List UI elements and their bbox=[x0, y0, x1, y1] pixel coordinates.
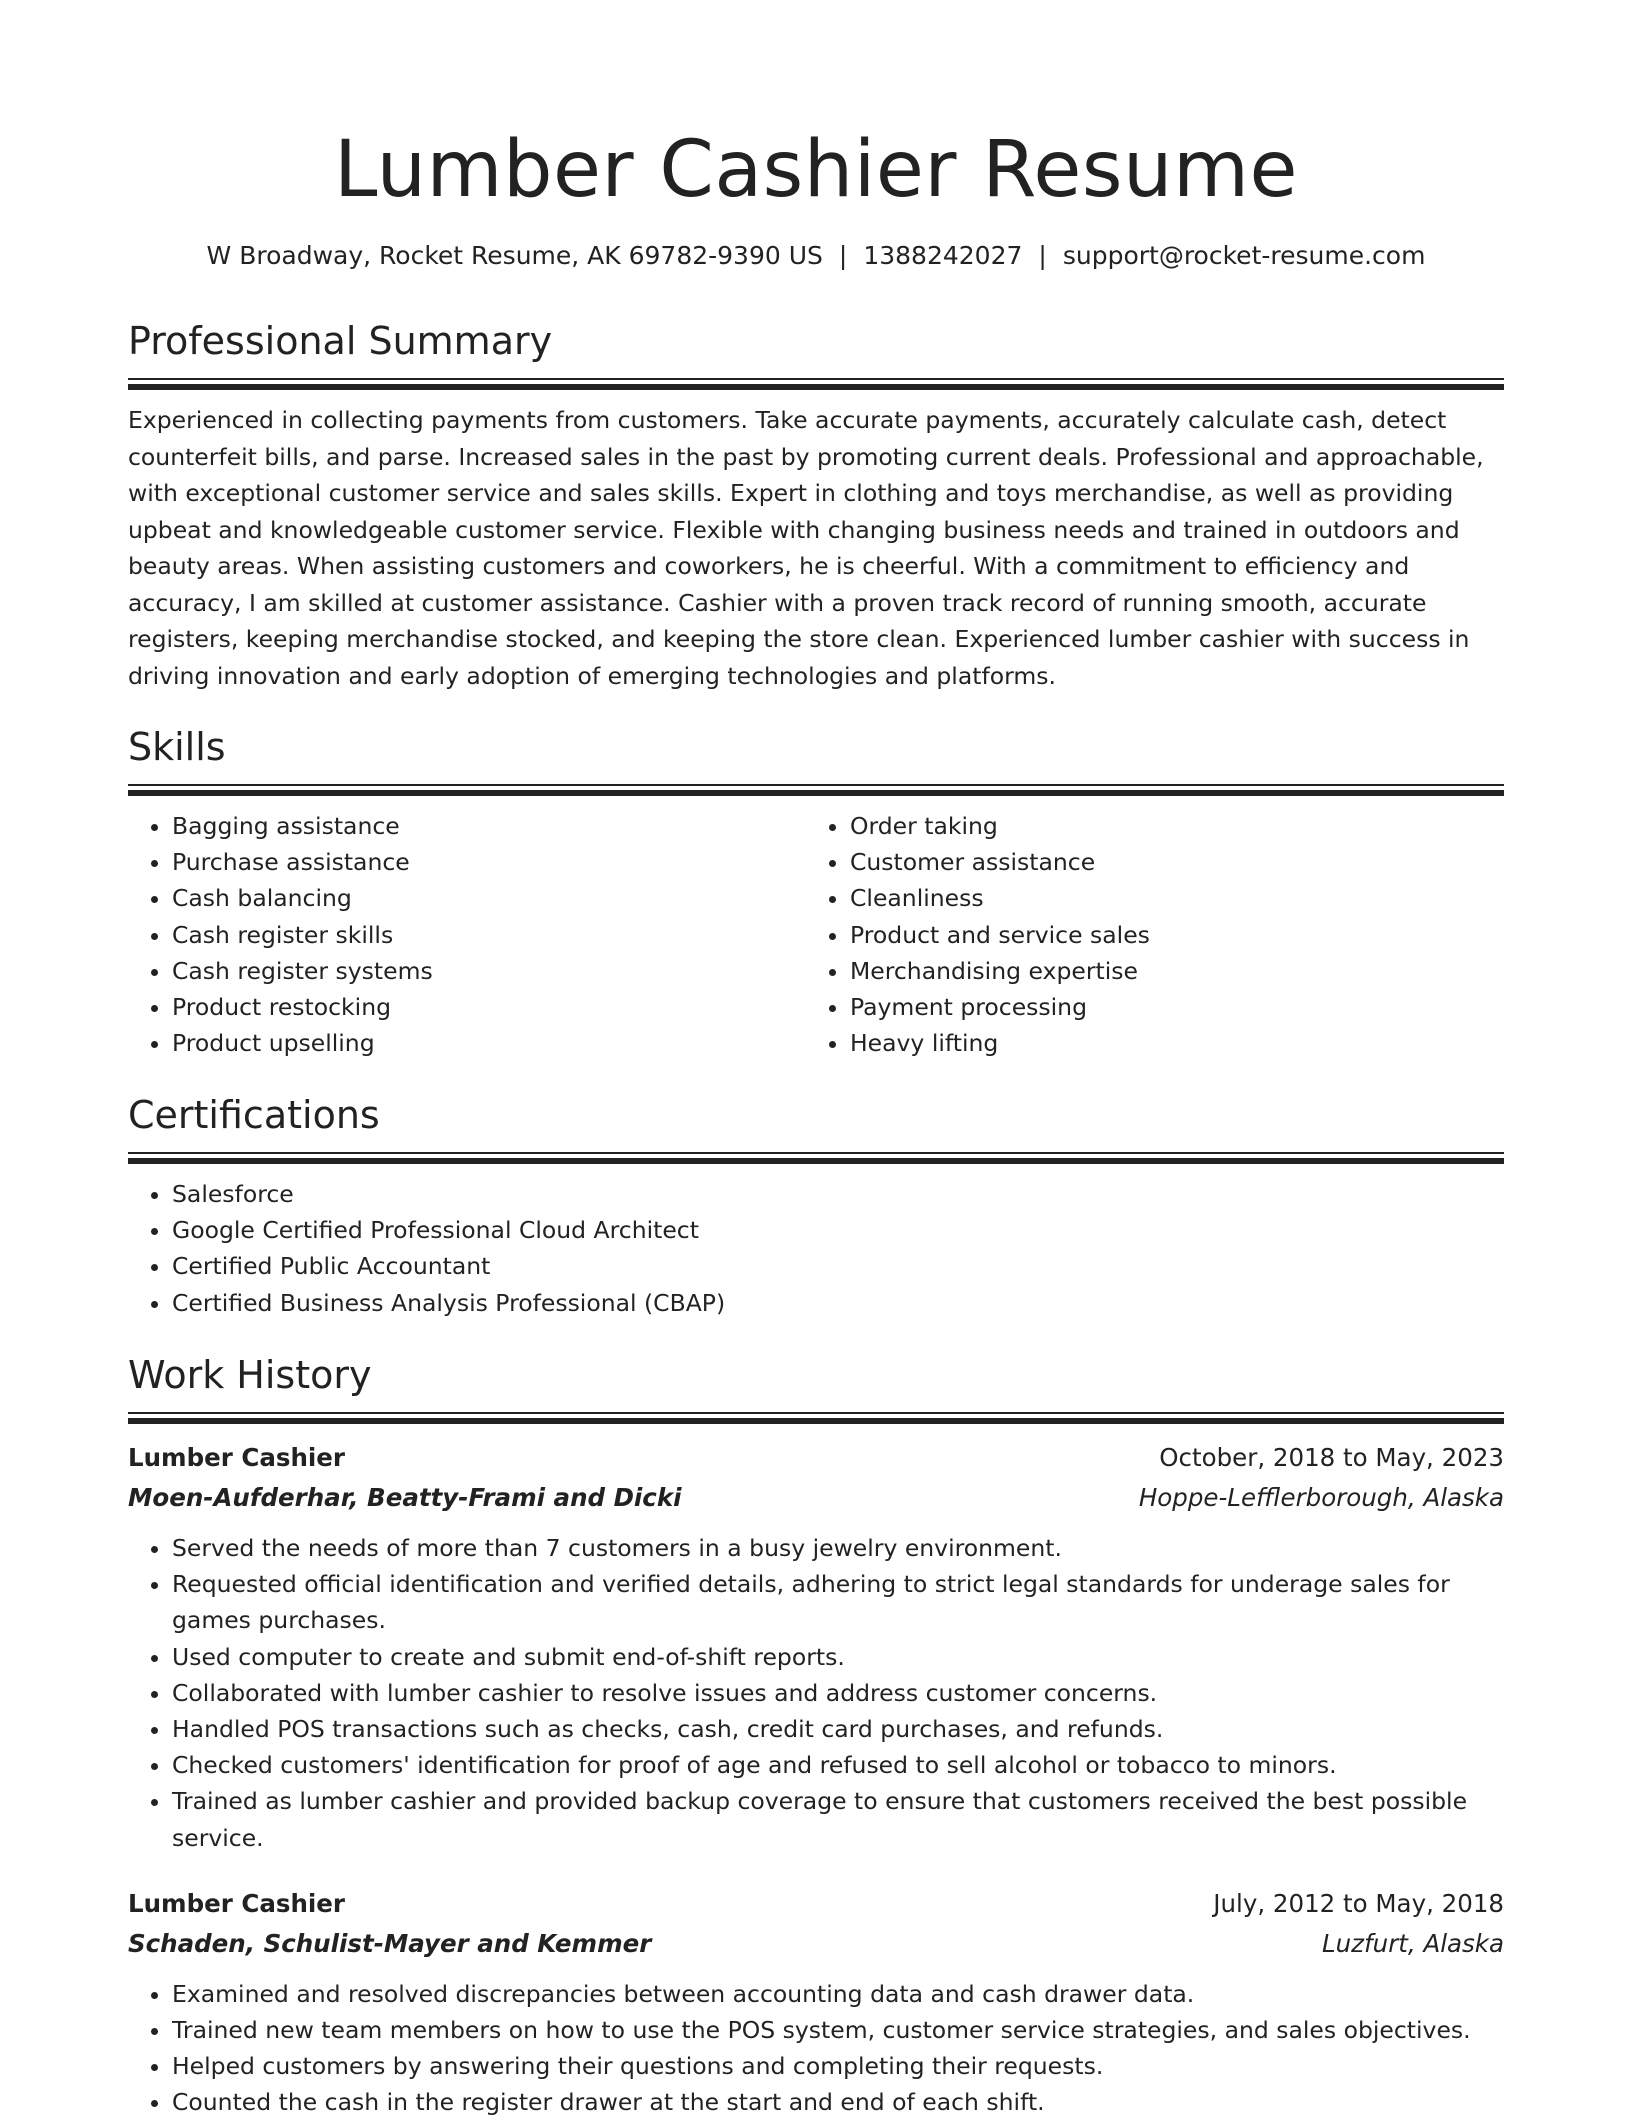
skill-item: • Merchandising expertise bbox=[850, 953, 1484, 989]
summary-section bbox=[128, 316, 1504, 694]
job-bullet: • Requested official identification and verified details, adhering to strict legal standards for underage sales for games purchases. bbox=[172, 1566, 1504, 1638]
skill-item: • Purchase assistance bbox=[172, 844, 806, 880]
job-bullet: • Checked customers' identification for proof of age and refused to sell alcohol or tobacco to minors. bbox=[172, 1747, 1504, 1783]
job-header bbox=[128, 1884, 1504, 1924]
job-bullet: • Helped customers by answering their questions and completing their requests. bbox=[172, 2048, 1504, 2084]
contact-separator: | bbox=[838, 241, 848, 270]
summary-text: Experienced in collecting payments from customers. Take accurate payments, accurately calculate cash, detect counterfeit bills, and parse. Increased sales in the past by promoting current deals. Professional and approachable, with exceptional customer service and sales skills. Expert in clothing and toys merchandise, as well as providing upbeat and knowledgeable customer service. Flexible with changing business needs and trained in outdoors and beauty areas. When assisting customers and coworkers, he is cheerful. With a commitment to efficiency and accuracy, I am skilled at customer assistance. Cashier with a proven track record of running smooth, accurate registers, keeping merchandise stocked, and keeping the store clean. Experienced lumber cashier with success in driving innovation and early adoption of emerging technologies and platforms. bbox=[128, 406, 1484, 690]
skill-item: • Product restocking bbox=[172, 989, 806, 1025]
skills-section bbox=[128, 722, 1504, 1061]
skill-item: • Payment processing bbox=[850, 989, 1484, 1025]
job-subheader bbox=[128, 1924, 1504, 1964]
contact-phone: 1388242027 bbox=[863, 241, 1023, 270]
work-history-heading: Work History bbox=[128, 1353, 372, 1397]
skills-list-left bbox=[128, 808, 806, 1061]
skill-item: • Product upselling bbox=[172, 1025, 806, 1061]
certification-item: • Certified Business Analysis Professional (CBAP) bbox=[172, 1285, 1504, 1321]
section-divider bbox=[128, 1412, 1504, 1424]
job-title: Lumber Cashier bbox=[128, 1888, 345, 1918]
certification-item: • Google Certified Professional Cloud Architect bbox=[172, 1212, 1504, 1248]
skill-item: • Cash register systems bbox=[172, 953, 806, 989]
job-bullets bbox=[128, 1530, 1504, 1856]
contact-email[interactable]: support@rocket-resume.com bbox=[1062, 241, 1426, 270]
job-bullet: • Served the needs of more than 7 customers in a busy jewelry environment. bbox=[172, 1530, 1504, 1566]
section-divider bbox=[128, 1152, 1504, 1164]
skill-item: • Bagging assistance bbox=[172, 808, 806, 844]
job-bullet: • Counted the cash in the register drawer at the start and end of each shift. bbox=[172, 2084, 1504, 2120]
contact-line bbox=[128, 238, 1504, 274]
certification-item: • Certified Public Accountant bbox=[172, 1248, 1504, 1284]
job-dates: July, 2012 to May, 2018 bbox=[1213, 1888, 1504, 1918]
job-bullet: • Trained as lumber cashier and provided backup coverage to ensure that customers received the best possible service. bbox=[172, 1783, 1504, 1855]
contact-address: W Broadway, Rocket Resume, AK 69782-9390 US bbox=[206, 241, 823, 270]
job-entry bbox=[128, 1438, 1504, 1856]
job-location: Hoppe-Lefflerborough, Alaska bbox=[1138, 1483, 1504, 1512]
skill-item: • Cash balancing bbox=[172, 880, 806, 916]
skills-columns bbox=[128, 808, 1504, 1061]
job-bullet: • Handled POS transactions such as checks, cash, credit card purchases, and refunds. bbox=[172, 1711, 1504, 1747]
certifications-list bbox=[128, 1176, 1504, 1321]
certifications-section bbox=[128, 1090, 1504, 1321]
work-history-section bbox=[128, 1350, 1504, 2121]
job-title: Lumber Cashier bbox=[128, 1443, 345, 1472]
skill-item: • Cash register skills bbox=[172, 917, 806, 953]
job-bullet: • Used computer to create and submit end-of-shift reports. bbox=[172, 1639, 1504, 1675]
skills-heading: Skills bbox=[128, 725, 226, 769]
summary-heading: Professional Summary bbox=[128, 319, 553, 363]
job-location: Luzfurt, Alaska bbox=[1322, 1928, 1504, 1958]
job-bullets bbox=[128, 1976, 1504, 2121]
job-bullet: • Trained new team members on how to use the POS system, customer service strategies, and sales objectives. bbox=[172, 2012, 1504, 2048]
certification-item: • Salesforce bbox=[172, 1176, 1504, 1212]
skills-list-right bbox=[806, 808, 1484, 1061]
skill-item: • Customer assistance bbox=[850, 844, 1484, 880]
job-company: Schaden, Schulist-Mayer and Kemmer bbox=[128, 1928, 652, 1958]
skill-item: • Heavy lifting bbox=[850, 1025, 1484, 1061]
skill-item: • Cleanliness bbox=[850, 880, 1484, 916]
section-divider bbox=[128, 378, 1504, 390]
job-company: Moen-Aufderhar, Beatty-Frami and Dicki bbox=[128, 1483, 682, 1512]
job-subheader bbox=[128, 1478, 1504, 1518]
skill-item: • Product and service sales bbox=[850, 917, 1484, 953]
certifications-heading: Certifications bbox=[128, 1093, 380, 1137]
job-header bbox=[128, 1438, 1504, 1478]
job-bullet: • Collaborated with lumber cashier to resolve issues and address customer concerns. bbox=[172, 1675, 1504, 1711]
job-bullet: • Examined and resolved discrepancies between accounting data and cash drawer data. bbox=[172, 1976, 1504, 2012]
job-dates: October, 2018 to May, 2023 bbox=[1159, 1443, 1504, 1472]
contact-separator: | bbox=[1038, 241, 1047, 270]
section-divider bbox=[128, 784, 1504, 796]
job-entry bbox=[128, 1884, 1504, 2121]
skill-item: • Order taking bbox=[850, 808, 1484, 844]
resume-title: Lumber Cashier Resume bbox=[334, 125, 1298, 215]
